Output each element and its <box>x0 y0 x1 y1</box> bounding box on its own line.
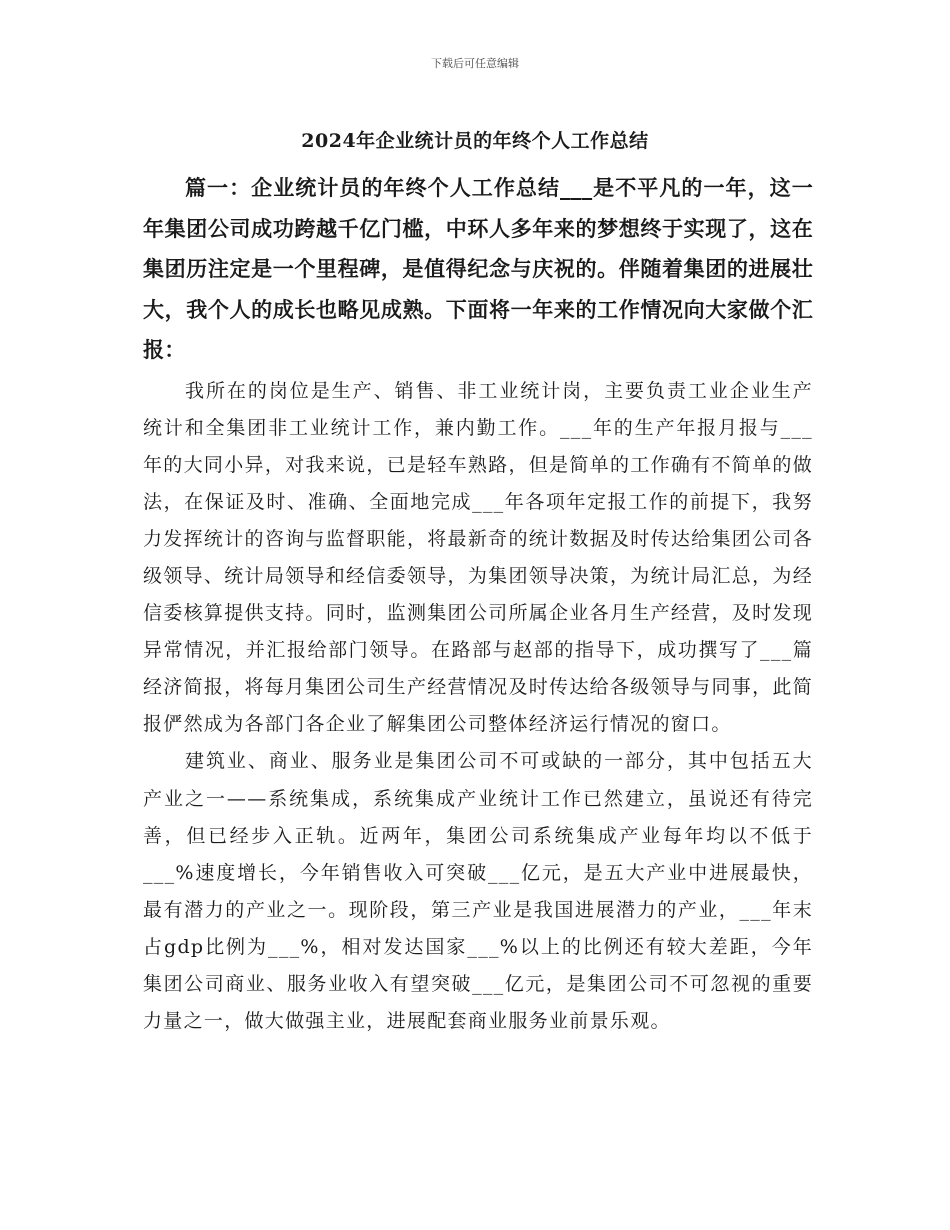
lead-paragraph: 篇一：企业统计员的年终个人工作总结___是不平凡的一年，这一年集团公司成功跨越千亿门槛，中环人多年来的梦想终于实现了，这在集团历注定是一个里程碑，是值得纪念与庆祝的。伴随着集团的进展壮大，我个人的成长也略见成熟。下面将一年来的工作情况向大家做个汇报： <box>143 175 813 362</box>
body-paragraph: 建筑业、商业、服务业是集团公司不可或缺的一部分，其中包括五大产业之一——系统集成，系统集成产业统计工作已然建立，虽说还有待完善，但已经步入正轨。近两年，集团公司系统集成产业每年均以不低于___%速度增长，今年销售收入可突破___亿元，是五大产业中进展最快，最有潜力的产业之一。现阶段，第三产业是我国进展潜力的产业，___年末占gdp比例为___%，相对发达国家___%以上的比例还有较大差距，今年集团公司商业、服务业收入有望突破___亿元，是集团公司不可忽视的重要力量之一，做大做强主业，进展配套商业服务业前景乐观。 <box>143 750 813 1033</box>
document-body <box>143 168 813 1040</box>
document-title: 2024年企业统计员的年终个人工作总结 <box>301 130 649 152</box>
header-note: 下载后可任意编辑 <box>431 57 519 70</box>
body-paragraph: 我所在的岗位是生产、销售、非工业统计岗，主要负责工业企业生产统计和全集团非工业统计工作，兼内勤工作。___年的生产年报月报与___年的大同小异，对我来说，已是轻车熟路，但是简单的工作确有不简单的做法，在保证及时、准确、全面地完成___年各项年定报工作的前提下，我努力发挥统计的咨询与监督职能，将最新奇的统计数据及时传达给集团公司各级领导、统计局领导和经信委领导，为集团领导决策，为统计局汇总，为经信委核算提供支持。同时，监测集团公司所属企业各月生产经营，及时发现异常情况，并汇报给部门领导。在路部与赵部的指导下，成功撰写了___篇经济简报，将每月集团公司生产经营情况及时传达给各级领导与同事，此简报俨然成为各部门各企业了解集团公司整体经济运行情况的窗口。 <box>143 379 813 736</box>
